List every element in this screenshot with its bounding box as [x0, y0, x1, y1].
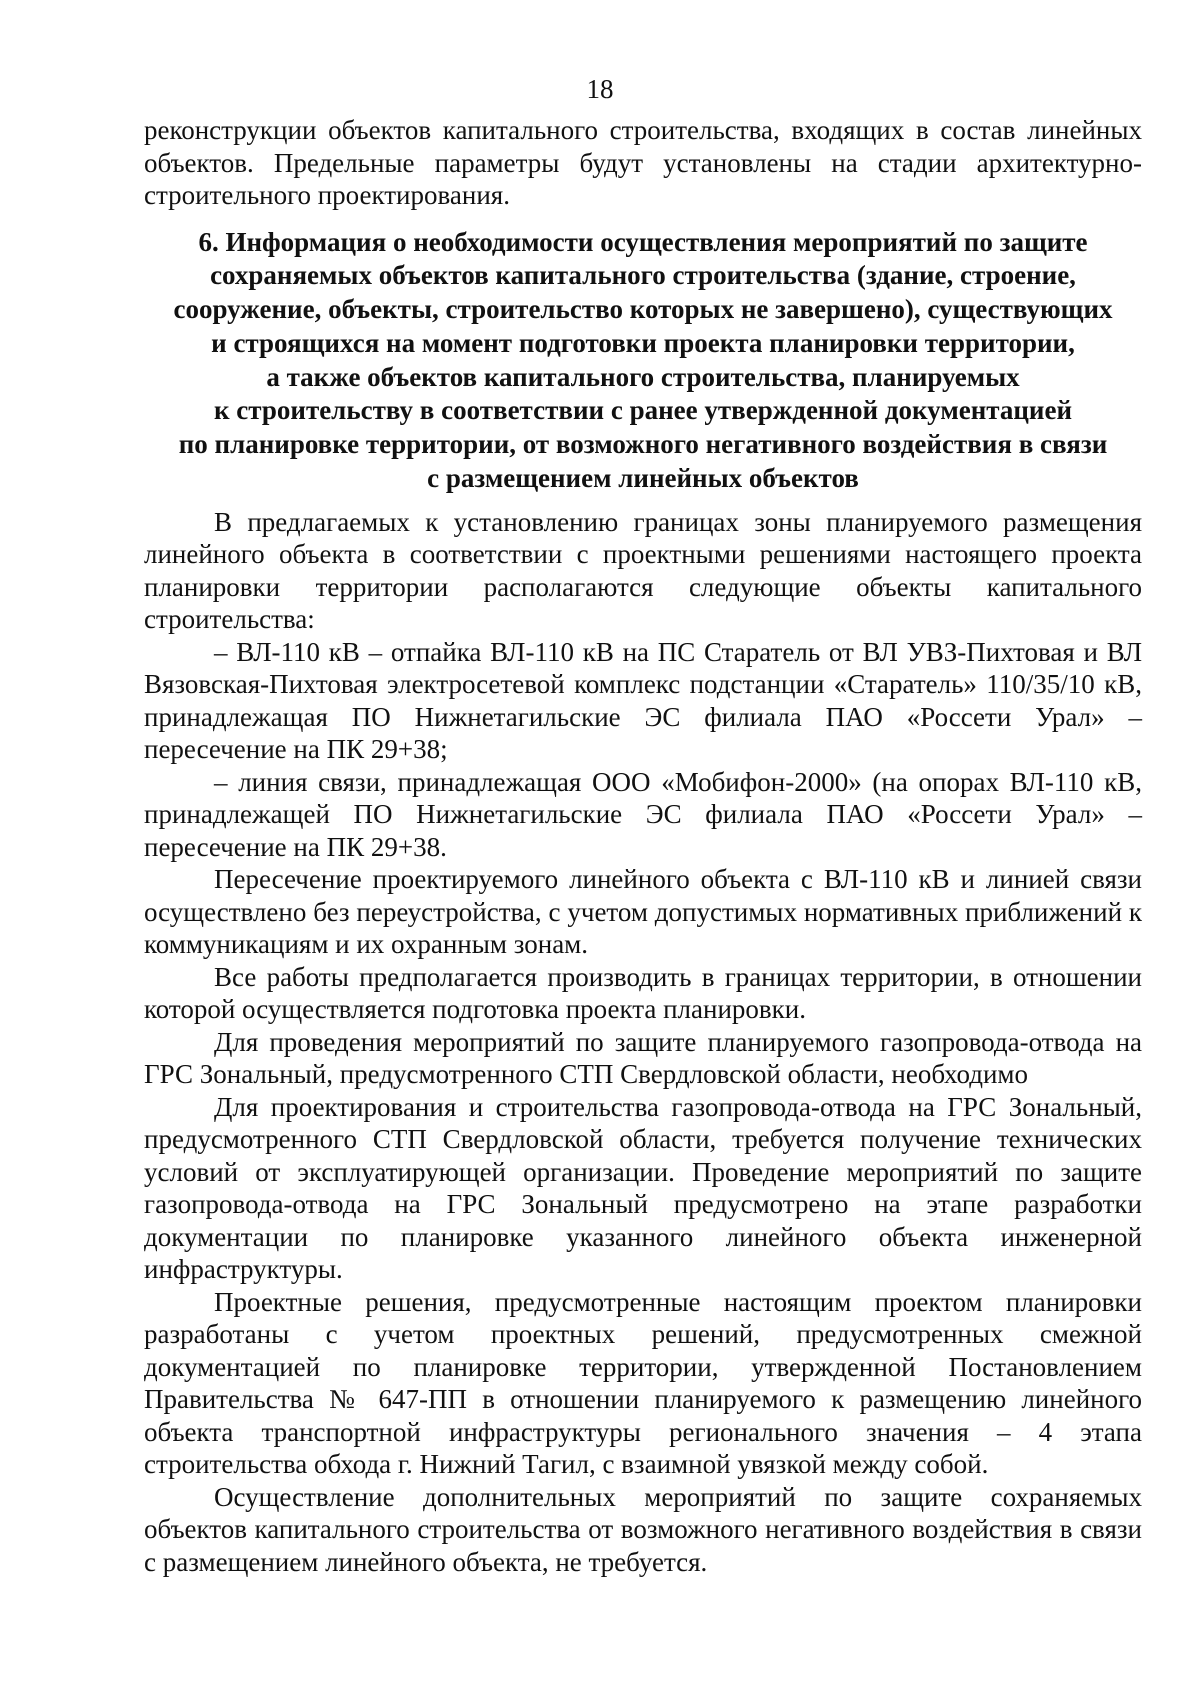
intro-paragraph: реконструкции объектов капитального строительства, входящих в состав линейных объектов. Предельные параметры будут установлены на стадии архитектурно-строительного проектирования.: [144, 115, 1142, 210]
section-heading-line: а также объектов капитального строительства, планируемых: [266, 361, 1020, 392]
section-heading-line: с размещением линейных объектов: [427, 463, 859, 494]
body-paragraph: Пересечение проектируемого линейного объекта с ВЛ-110 кВ и линией связи осуществлено без переустройства, с учетом допустимых нормативных приближений к коммуникациям и их охранным зонам.: [144, 864, 1142, 960]
list-item-power-line: – ВЛ-110 кВ – отпайка ВЛ-110 кВ на ПС Старатель от ВЛ УВЗ-Пихтовая и ВЛ Вязовская-Пихтовая электросетевой комплекс подстанции «Старатель» 110/35/10 кВ, принадлежащая ПО Нижнетагильские ЭС филиала ПАО «Россети Урал» – пересечение на ПК 29+38;: [144, 636, 1142, 765]
section-heading-line: 6. Информация о необходимости осуществления мероприятий по защите: [198, 226, 1088, 257]
body-paragraph: Все работы предполагается производить в границах территории, в отношении которой осуществляется подготовка проекта планировки.: [144, 961, 1142, 1025]
body-paragraph: В предлагаемых к установлению границах зоны планируемого размещения линейного объекта в соответствии с проектными решениями настоящего проекта планировки территории располагаются следующие объекты капитального строительства:: [144, 506, 1142, 635]
section-heading-line: и строящихся на момент подготовки проекта планировки территории,: [211, 327, 1075, 358]
page-number: 18: [586, 74, 614, 104]
body-paragraph: Для проектирования и строительства газопровода-отвода на ГРС Зональный, предусмотренного СТП Свердловской области, требуется получение технических условий от эксплуатирующей организации. Проведение мероприятий по защите газопровода-отвода на ГРС Зональный предусмотрено на этапе разработки документации по планировке указанного линейного объекта инженерной инфраструктуры.: [144, 1091, 1142, 1285]
section-heading-line: сооружение, объекты, строительство которых не завершено), существующих: [173, 294, 1113, 325]
body-paragraph: Для проведения мероприятий по защите планируемого газопровода-отвода на ГРС Зональный, предусмотренного СТП Свердловской области, необходимо: [144, 1026, 1142, 1090]
document-body: [144, 114, 1142, 1578]
section-heading-line: к строительству в соответствии с ранее утвержденной документацией: [213, 395, 1072, 426]
body-paragraph: Осуществление дополнительных мероприятий по защите сохраняемых объектов капитального строительства от возможного негативного воздействия в связи с размещением линейного объекта, не требуется.: [144, 1481, 1142, 1577]
section-heading-line: по планировке территории, от возможного негативного воздействия в связи: [178, 429, 1108, 460]
list-item-communication-line: – линия связи, принадлежащая ООО «Мобифон-2000» (на опорах ВЛ-110 кВ, принадлежащей ПО Нижнетагильские ЭС филиала ПАО «Россети Урал» – пересечение на ПК 29+38.: [144, 766, 1142, 862]
section-heading: [144, 226, 1142, 496]
section-heading-line: сохраняемых объектов капитального строительства (здание, строение,: [210, 260, 1076, 291]
body-paragraph: Проектные решения, предусмотренные настоящим проектом планировки разработаны с учетом проектных решений, предусмотренных смежной документацией по планировке территории, утвержденной Постановлением Правительства № 647-ПП в отношении планируемого к размещению линейного объекта транспортной инфраструктуры регионального значения – 4 этапа строительства обхода г. Нижний Тагил, с взаимной увязкой между собой.: [144, 1286, 1142, 1480]
